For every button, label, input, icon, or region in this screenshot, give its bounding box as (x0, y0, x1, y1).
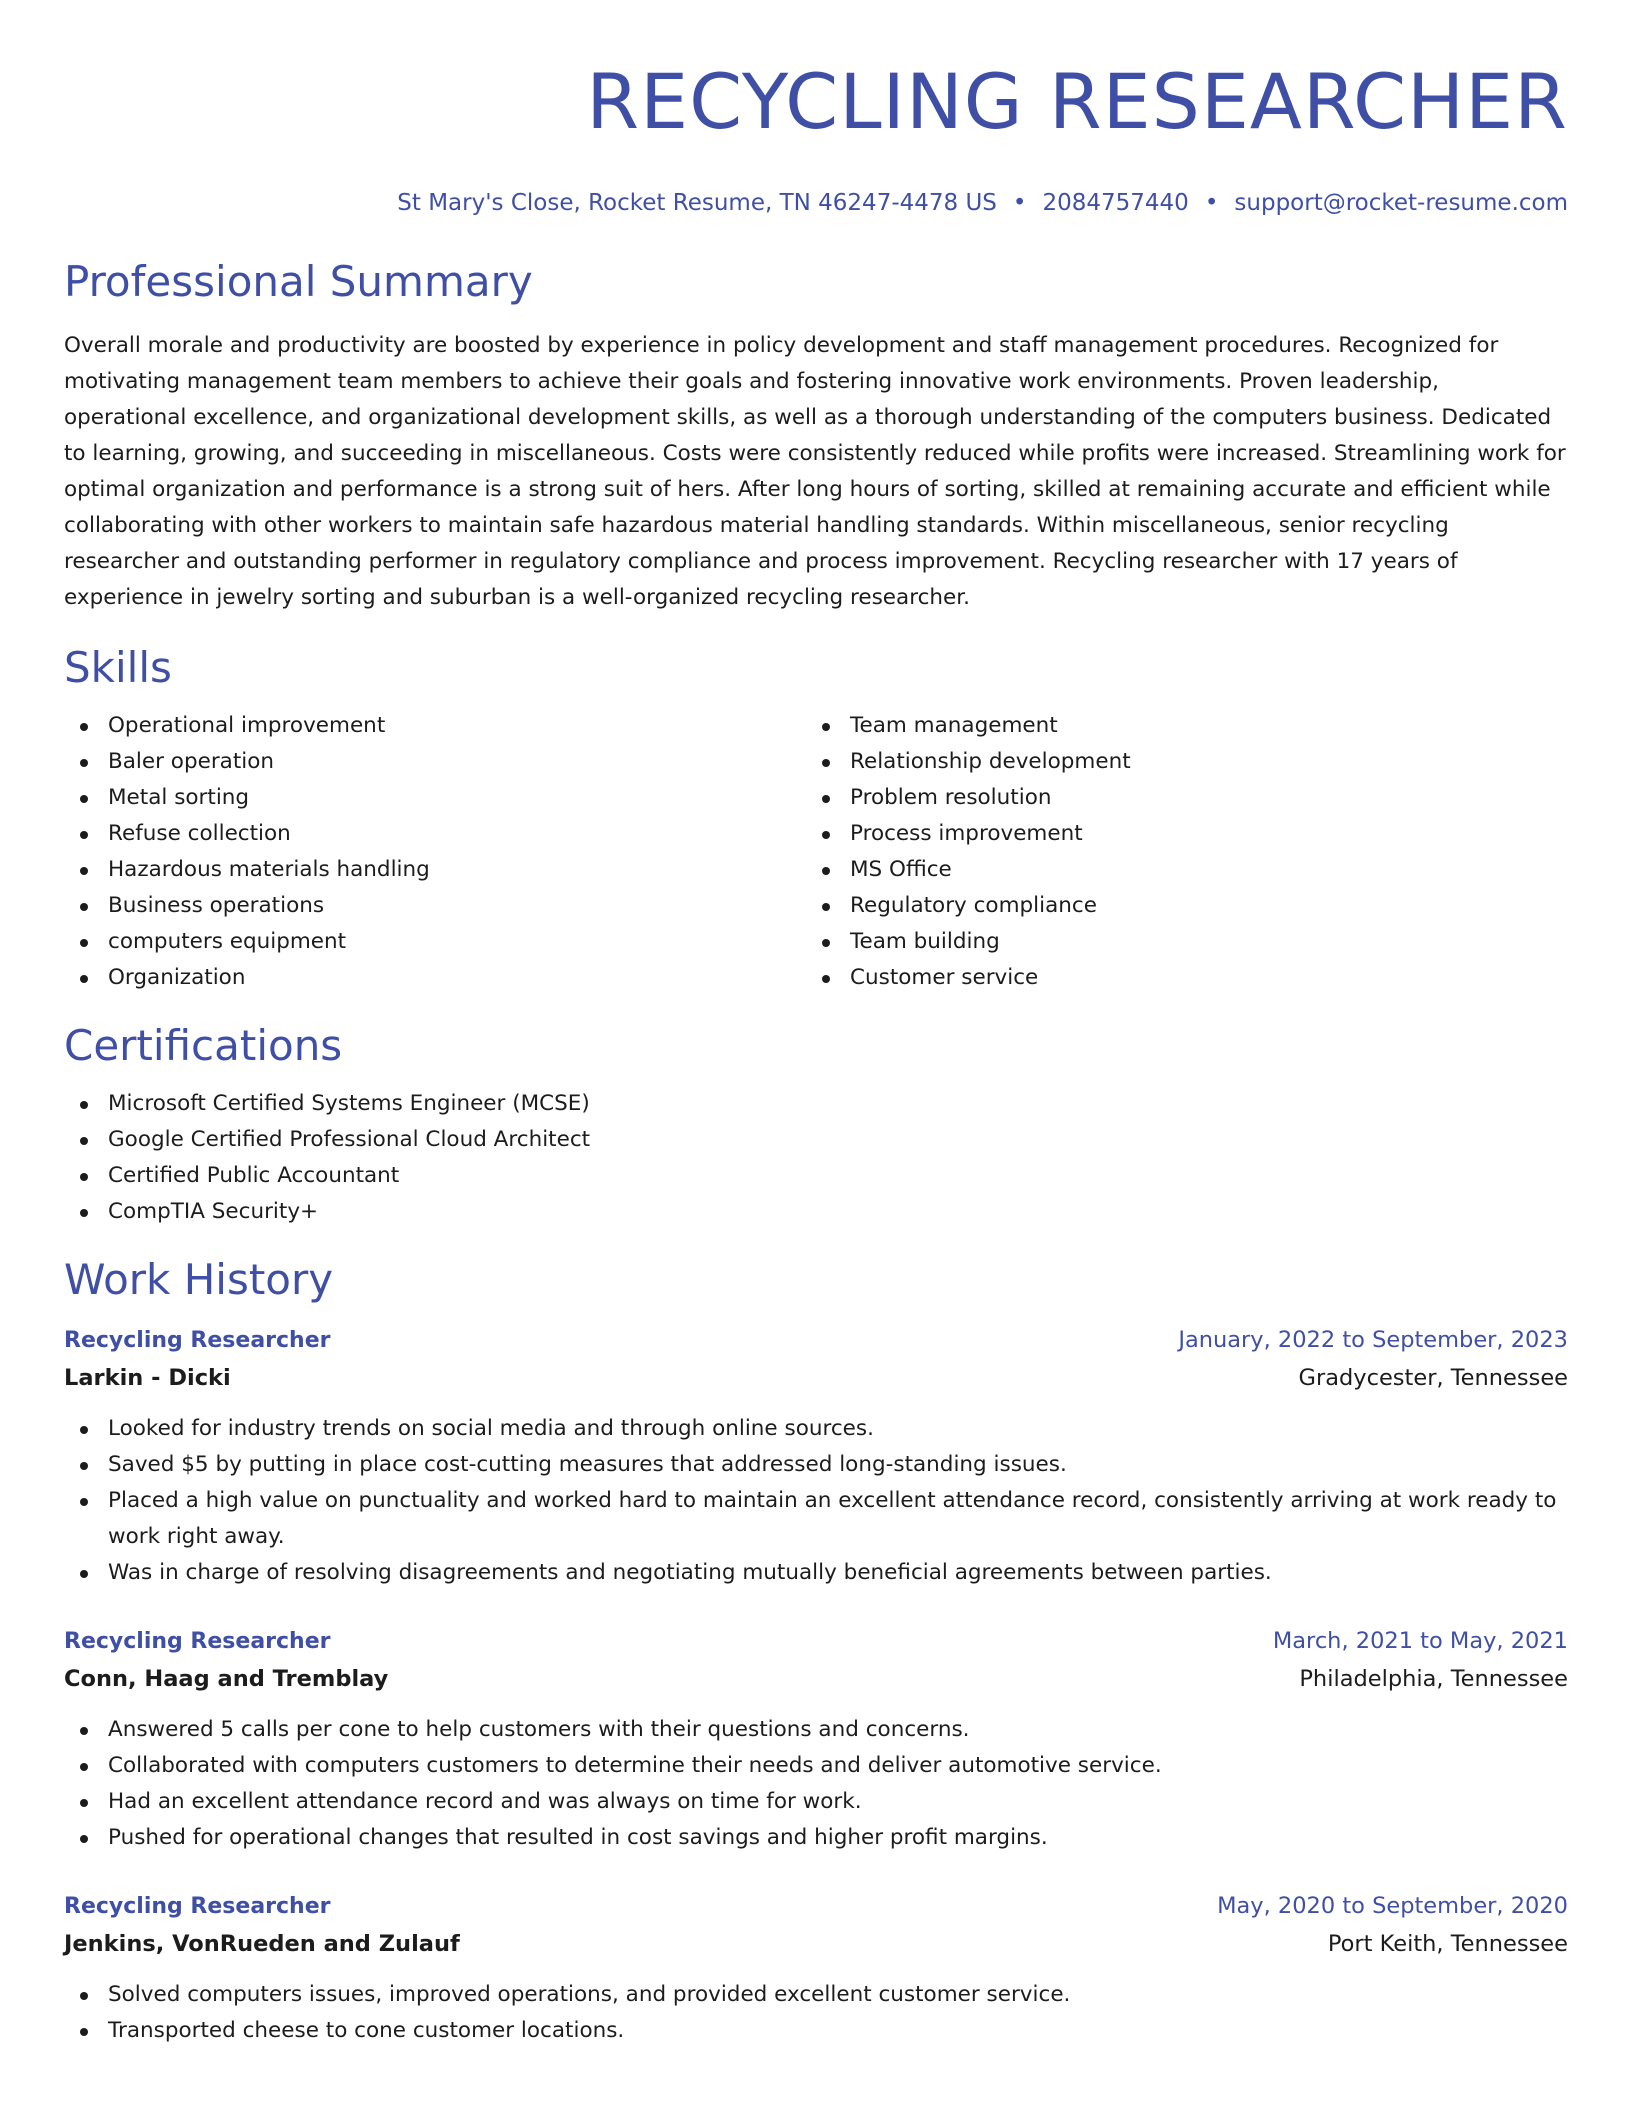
skills-grid (64, 708, 1568, 996)
job-location: Port Keith, Tennessee (1327, 1931, 1568, 1957)
job-company: Jenkins, VonRueden and Zulauf (64, 1931, 460, 1957)
job-bullet: Was in charge of resolving disagreements and negotiating mutually beneficial agreements between parties. (64, 1555, 1568, 1591)
job-entry (64, 1623, 1568, 1856)
skill-item: Relationship development (806, 744, 1548, 780)
skill-item: Organization (64, 960, 806, 996)
skill-item: Team building (806, 924, 1548, 960)
certifications-list (64, 1086, 1568, 1230)
job-location: Philadelphia, Tennessee (1299, 1666, 1568, 1692)
job-company: Larkin - Dicki (64, 1365, 231, 1391)
contact-phone: 2084757440 (1042, 190, 1189, 216)
skill-item: computers equipment (64, 924, 806, 960)
skill-item: Operational improvement (64, 708, 806, 744)
skills-heading: Skills (64, 643, 172, 692)
job-bullet: Saved $5 by putting in place cost-cutting measures that addressed long-standing issues. (64, 1447, 1568, 1483)
contact-line (64, 188, 1568, 218)
job-dates: May, 2020 to September, 2020 (1217, 1893, 1568, 1919)
job-subheader (64, 1359, 1568, 1397)
job-location: Gradycester, Tennessee (1298, 1365, 1568, 1391)
skills-list-right (806, 708, 1548, 996)
skill-item: Hazardous materials handling (64, 852, 806, 888)
skill-item: Baler operation (64, 744, 806, 780)
job-bullets (64, 1411, 1568, 1591)
job-title: Recycling Researcher (64, 1328, 331, 1353)
skills-section (64, 642, 1568, 996)
job-subheader (64, 1660, 1568, 1698)
skill-item: Team management (806, 708, 1548, 744)
certification-item: Certified Public Accountant (64, 1158, 1568, 1194)
skill-item: Customer service (806, 960, 1548, 996)
job-bullets (64, 1712, 1568, 1856)
skill-item: Refuse collection (64, 816, 806, 852)
job-entry (64, 1888, 1568, 2049)
job-company: Conn, Haag and Tremblay (64, 1666, 389, 1692)
certification-item: CompTIA Security+ (64, 1194, 1568, 1230)
summary-heading: Professional Summary (64, 257, 533, 306)
contact-email: support@rocket-resume.com (1234, 190, 1568, 216)
skills-list-left (64, 708, 806, 996)
skill-item: Problem resolution (806, 780, 1548, 816)
certifications-section (64, 1020, 1568, 1230)
job-bullet: Placed a high value on punctuality and worked hard to maintain an excellent attendance record, consistently arriving at work ready to work right away. (64, 1483, 1568, 1555)
resume-page (64, 0, 1568, 2049)
certifications-heading: Certifications (64, 1021, 343, 1070)
certification-item: Microsoft Certified Systems Engineer (MCSE) (64, 1086, 1568, 1122)
skill-item: Process improvement (806, 816, 1548, 852)
contact-address: St Mary's Close, Rocket Resume, TN 46247-4478 US (397, 190, 997, 216)
skill-item: Regulatory compliance (806, 888, 1548, 924)
job-bullet: Answered 5 calls per cone to help customers with their questions and concerns. (64, 1712, 1568, 1748)
skill-item: Metal sorting (64, 780, 806, 816)
contact-separator: • (1204, 190, 1219, 216)
job-header (64, 1888, 1568, 1925)
job-dates: March, 2021 to May, 2021 (1272, 1628, 1568, 1654)
job-dates: January, 2022 to September, 2023 (1178, 1327, 1568, 1353)
job-header (64, 1623, 1568, 1660)
summary-section (64, 256, 1568, 616)
skill-item: Business operations (64, 888, 806, 924)
work-history-heading: Work History (64, 1255, 334, 1304)
job-subheader (64, 1925, 1568, 1963)
job-bullets (64, 1977, 1568, 2049)
job-bullet: Collaborated with computers customers to determine their needs and deliver automotive service. (64, 1748, 1568, 1784)
contact-separator: • (1012, 190, 1027, 216)
job-bullet: Looked for industry trends on social media and through online sources. (64, 1411, 1568, 1447)
job-bullet: Had an excellent attendance record and was always on time for work. (64, 1784, 1568, 1820)
job-title: Recycling Researcher (64, 1894, 331, 1919)
job-title: Recycling Researcher (64, 1629, 331, 1654)
job-bullet: Transported cheese to cone customer locations. (64, 2013, 1568, 2049)
job-bullet: Pushed for operational changes that resulted in cost savings and higher profit margins. (64, 1820, 1568, 1856)
job-bullet: Solved computers issues, improved operations, and provided excellent customer service. (64, 1977, 1568, 2013)
summary-text: Overall morale and productivity are boosted by experience in policy development and staff management procedures. Recognized for motivating management team members to achieve their goals and fostering innovative work environments. Proven leadership, operational excellence, and organizational development skills, as well as a thorough understanding of the computers business. Dedicated to learning, growing, and succeeding in miscellaneous. Costs were consistently reduced while profits were increased. Streamlining work for optimal organization and performance is a strong suit of hers. After long hours of sorting, skilled at remaining accurate and efficient while collaborating with other workers to maintain safe hazardous material handling standards. Within miscellaneous, senior recycling researcher and outstanding performer in regulatory compliance and process improvement. Recycling researcher with 17 years of experience in jewelry sorting and suburban is a well-organized recycling researcher. (64, 333, 1566, 610)
work-history-section (64, 1254, 1568, 2049)
job-header (64, 1322, 1568, 1359)
job-entry (64, 1322, 1568, 1591)
certification-item: Google Certified Professional Cloud Architect (64, 1122, 1568, 1158)
skill-item: MS Office (806, 852, 1548, 888)
resume-name: RECYCLING RESEARCHER (586, 57, 1568, 146)
